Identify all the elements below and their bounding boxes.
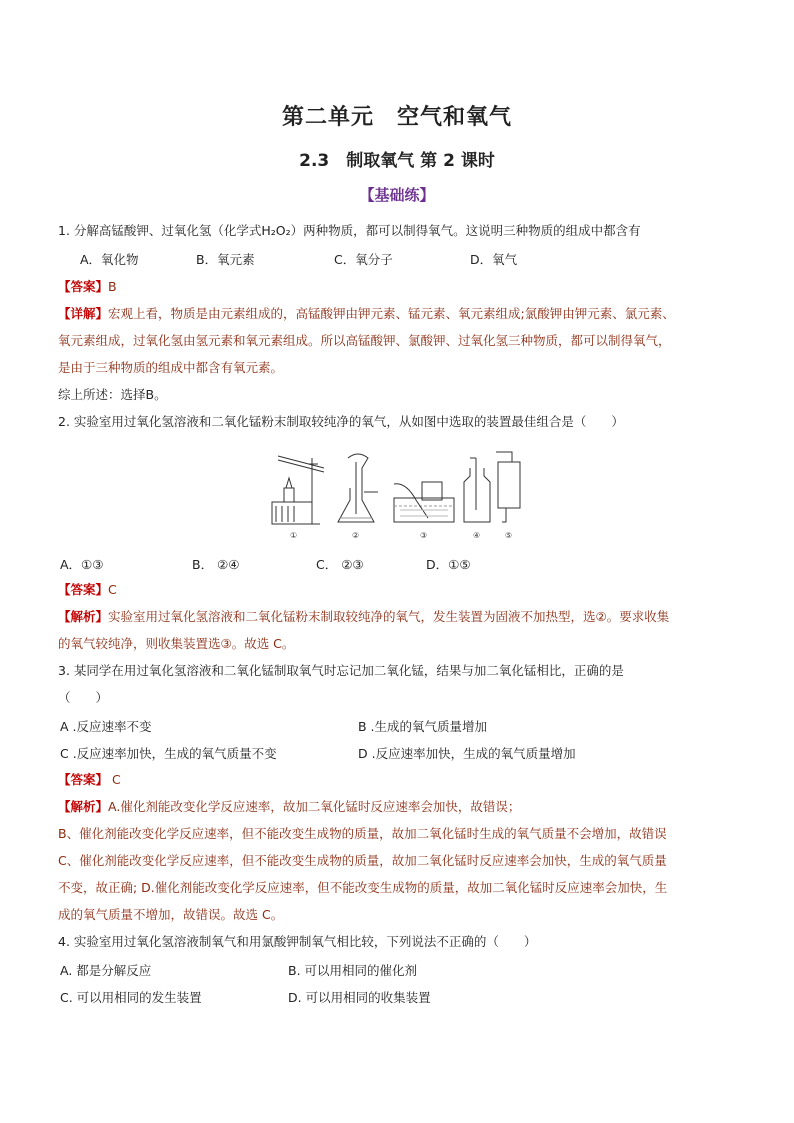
q1-option-a: A．氧化物 [80,252,139,267]
q2-answer [58,581,738,599]
detail-text: 宏观上看，物质是由元素组成的，高锰酸钾由钾元素、锰元素、氧元素组成;氯酸钾由钾元素、氯元素、 [108,306,675,321]
section-heading: 【基础练】 [359,186,435,204]
q1-option-c: C．氧分子 [334,252,393,267]
q2-option-b: B． ②④ [192,557,240,572]
question-3-stem: 3. 某同学在用过氧化氢溶液和二氧化锰制取氧气时忘记加二氧化锰，结果与加二氧化锰相比，正确的是 [58,663,624,678]
q2-analysis-line-2: 的氧气较纯净，则收集装置选③。故选 C。 [58,636,295,651]
answer-value: C [108,582,117,597]
q4-option-c: C. 可以用相同的发生装置 [60,990,202,1005]
q3-analysis-line-2: B、催化剂能改变化学反应速率，但不能改变生成物的质量，故加二氧化锰时生成的氧气质量不会增加，故错误 [58,826,667,841]
answer-value: B [108,279,117,294]
q1-option-b: B．氧元素 [196,252,255,267]
answer-tag: 【答案】 [58,582,109,597]
apparatus-1-heating-setup [272,456,324,524]
lesson-subtitle: 2.3 制取氧气 第 2 课时 [299,151,495,171]
q1-summary: 综上所述：选择B。 [58,387,167,402]
apparatus-4-bottle [464,458,490,522]
figure-label-3: ③ [420,531,428,540]
q4-option-b: B. 可以用相同的催化剂 [288,963,418,978]
q1-detail-line-2: 氧元素组成，过氧化氢由氢元素和氧元素组成。所以高锰酸钾、氯酸钾、过氧化氢三种物质，都可以制得氧气， [58,333,671,348]
analysis-text: A.催化剂能改变化学反应速率，故加二氧化锰时反应速率会加快，故错误； [108,799,521,814]
q2-option-d: D．①⑤ [426,557,471,572]
q3-answer [58,771,738,789]
answer-tag: 【答案】 [58,772,109,787]
q3-option-d: D .反应速率加快，生成的氧气质量增加 [358,746,576,761]
answer-tag: 【答案】 [58,279,109,294]
question-4-stem: 4. 实验室用过氧化氢溶液制氧气和用氯酸钾制氧气相比较，下列说法不正确的（ ） [58,934,537,949]
q3-option-b: B .生成的氧气质量增加 [358,719,488,734]
q1-detail-line-1 [58,305,738,323]
question-2-stem: 2. 实验室用过氧化氢溶液和二氧化锰粉末制取较纯净的氧气，从如图中选取的装置最佳组合是（ ） [58,414,624,429]
analysis-tag: 【解析】 [58,609,109,624]
analysis-text: 实验室用过氧化氢溶液和二氧化锰粉末制取较纯净的氧气，发生装置为固液不加热型，选②。要求收集 [108,609,670,624]
q1-option-d: D．氧气 [470,252,518,267]
q2-option-a: A．①③ [60,557,104,572]
q2-option-c: C． ②③ [316,557,364,572]
q1-detail-line-3: 是由于三种物质的组成中都含有氧元素。 [58,360,284,375]
apparatus-2-flask-funnel [338,454,378,522]
apparatus-3-water-trough [394,482,454,522]
q3-option-a: A .反应速率不变 [60,719,152,734]
page-title: 第二单元 空气和氧气 [281,105,512,130]
apparatus-figure [266,448,526,540]
figure-label-4: ④ [473,531,481,540]
apparatus-5-bottle [496,452,520,522]
q4-option-a: A. 都是分解反应 [60,963,152,978]
q3-analysis-line-5: 成的氧气质量不增加，故错误。故选 C。 [58,907,284,922]
q3-analysis-line-3: C、催化剂能改变化学反应速率，但不能改变生成物的质量，故加二氧化锰时反应速率会加快，生成的氧气质量 [58,853,667,868]
q2-analysis-line-1 [58,608,738,626]
question-1-stem: 1. 分解高锰酸钾、过氧化氢（化学式H₂O₂）两种物质，都可以制得氧气。这说明三种物质的组成中都含有 [58,223,641,238]
q3-option-c: C .反应速率加快，生成的氧气质量不变 [60,746,277,761]
figure-label-5: ⑤ [505,531,513,540]
figure-label-1: ① [290,531,298,540]
q1-answer [58,278,738,296]
q3-analysis-line-4: 不变，故正确; D.催化剂能改变化学反应速率，但不能改变生成物的质量，故加二氧化锰时反应速率会加快，生 [58,880,668,895]
detail-tag: 【详解】 [58,306,109,321]
figure-label-2: ② [352,531,360,540]
q4-option-d: D. 可以用相同的收集装置 [288,990,431,1005]
answer-value: C [108,772,121,787]
analysis-tag: 【解析】 [58,799,109,814]
q3-analysis-line-1 [58,798,738,816]
q3-paren: （ ） [58,690,109,705]
